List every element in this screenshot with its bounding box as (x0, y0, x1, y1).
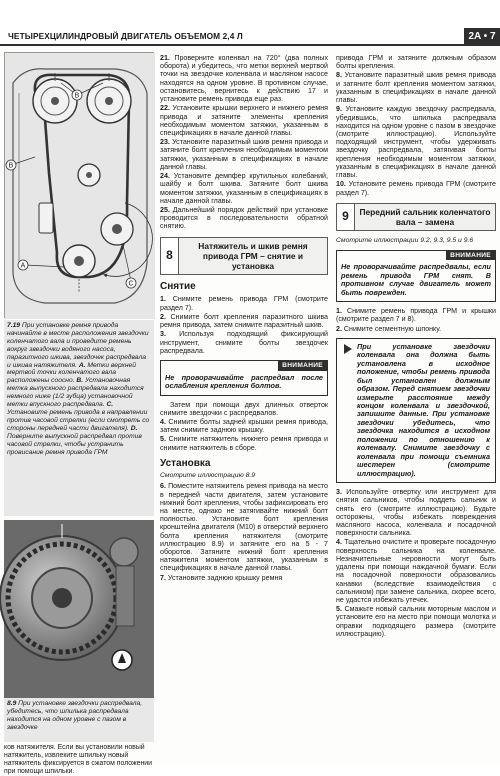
paragraph (160, 172, 328, 205)
step-text: Используя подходящий фиксирующий инструмент, снимите болты звездочек распредвала. (160, 330, 328, 355)
step-text: Установите паразитный шкив ремня привода и затяните болт крепления моментом затяжки, указанным в спецификациях в начале данной главы. (336, 71, 496, 105)
caption-b-label: B. (76, 377, 84, 385)
callout-label: B (74, 92, 80, 100)
sprocket-photo-drawing (4, 520, 154, 698)
warning-label: ВНИМАНИЕ (278, 361, 327, 371)
warning-box (160, 360, 328, 396)
header-title: ЧЕТЫРЕХЦИЛИНДРОВЫЙ ДВИГАТЕЛЬ ОБЪЕМОМ 2,4 Л (8, 31, 243, 41)
caption-c-text: Установите ремень привода в направлении против часовой стрелки (если смотреть со стороны передней части двигателя). (7, 408, 150, 432)
step-number: 3. (336, 488, 342, 497)
step-number: 22. (160, 104, 170, 113)
step-number: 3. (160, 330, 166, 339)
callout-label: A (20, 262, 26, 270)
step-number: 5. (160, 435, 166, 444)
caption-d-label: D. (130, 424, 138, 432)
paragraph (160, 138, 328, 171)
step-text: Дальнейший порядок действий при установке проводится в последовательности обратной снятию. (160, 205, 328, 231)
step-number: 8. (336, 71, 342, 80)
step-text: Используйте отвертку или инструмент для снятия сальников, чтобы поддеть сальник и снять его (смотрите иллюстрацию). Будьте осторожны, чтобы избежать повреждения масляного насоса, коленвала и посадочной поверхности сальника. (336, 488, 496, 538)
section-number: 9 (337, 204, 355, 230)
step-text: Установите каждую звездочку распредвала, убедившись, что шпилька распредвала находится на одном уровне с пазом в звездочке (смотрите иллюстрацию). Используйте подходящий инструмент, чтобы удерживать звездочку распредвала, затягивая болты крепления необходимым моментом затяжки, указанным в спецификациях в начале данной главы. (336, 105, 496, 180)
illustration-ref: Смотрите иллюстрацию 8.9 (160, 472, 256, 480)
step-text: Снимите болт крепления паразитного шкива ремня привода, затем снимите паразитный шкив. (160, 312, 328, 330)
paragraph (160, 54, 328, 103)
step-text: Тщательно очистите и проверьте посадочную поверхность сальника на коленвале. Незначительные неровности могут быть удалены при помощи наждачной бумаги. Если на посадочной поверхности образовались канавки (вследствие взаимодействия с сальником) при замене сальника, скорее всего, не удастся избежать утечек. (336, 538, 496, 604)
step-text: Установите заднюю крышку ремня (167, 573, 283, 582)
caption-a-text: Метки верхней мертвой точки коленчатого вала расположены соосно. (7, 361, 136, 385)
caution-text: При установке звездочки коленвала она должна быть установлена в исходное положение, чтобы ремень привода был установлен должным образом. Перед снятием звездочки измерьте расстояние между концом коленвала и звездочкой, запишите данные. При установке звездочки убедитесь, что звездочка находится в исходном положении по отношению к коленвалу. Снимите звездочку с коленвала при помощи съемника шестерен (смотрите иллюстрацию). (357, 341, 490, 478)
paragraph: привода ГРМ и затяните должным образом болты крепления. (336, 54, 496, 71)
callout-label: C (128, 280, 134, 288)
step-text: Проверните коленвал на 720° (два полных оборота) и убедитесь, что метки верхней мертвой точки на звездочке коленвала и масляном насосе находятся на одном уровне. В противном случае, остановитесь, вернитесь к действию 17 и установите ремень привода еще раз. (160, 54, 328, 104)
paragraph (160, 295, 328, 311)
section-heading-8 (160, 237, 328, 275)
step-number: 21. (160, 54, 170, 62)
step-number: 24. (160, 172, 170, 181)
warning-label: ВНИМАНИЕ (446, 251, 495, 261)
section-title: Натяжитель и шкив ремня привода ГРМ – снятие и установка (198, 240, 308, 271)
step-number: 5. (336, 605, 342, 614)
paragraph (160, 206, 328, 231)
pointer-icon (342, 343, 354, 355)
page-number-tab: 2A • 7 (464, 28, 500, 46)
column-middle (160, 54, 328, 583)
paragraph (336, 307, 496, 323)
section-title: Передний сальник коленчатого вала – замена (359, 206, 491, 227)
paragraph (160, 574, 328, 582)
caption-number: 7.19 (7, 322, 21, 329)
step-number: 6. (160, 482, 166, 491)
step-text: Установите демпфер крутильных колебаний, шайбу и болт шкива. Затяните болт шкива моментом затяжки, указанным в спецификациях в начале данной главы. (160, 172, 328, 205)
step-number: 25. (160, 205, 170, 214)
paragraph (160, 330, 328, 355)
paragraph (160, 418, 328, 434)
page-header (0, 0, 500, 46)
timing-belt-diagram (4, 52, 154, 318)
caption-b-text: Установочная метка выпускного распредвала находится немного ниже (1/2 зубца) установочной метки впускного распредвала. (7, 377, 144, 409)
subheading-install: Установка (160, 457, 211, 469)
caption-text: При установке звездочки распредвала, убедитесь, что шпилька распредвала находится на одном уровне с пазом в звездочке (7, 700, 143, 731)
step-text: Поместите натяжитель ремня привода на место в передней части двигателя, затем установите нижний болт крепления, чтобы зафиксировать его на месте, однако не затягивайте нижний болт полностью. Установите болт крепления кронштейна двигателя (M10) в отверстий верхнего болта крепления натяжителя (смотрите иллюстрацию 8.9) и затяните его на 5 - 7 оборотов. Затяните нижний болт крепления натяжителя моментом затяжки, указанным в спецификациях в начале данной главы. (160, 482, 328, 573)
step-text: Снимите натяжитель нижнего ремня привода и снимите натяжитель в сборе. (160, 435, 328, 452)
warning-box (336, 250, 496, 302)
caution-box (336, 338, 496, 483)
step-text: Установите крышки верхнего и нижнего ремня привода и затяните элементы крепления необходимым моментом затяжки, указанным в спецификациях в начале данной главы. (160, 104, 328, 137)
caption-number: 8.9 (7, 700, 17, 707)
step-number: 23. (160, 138, 170, 147)
step-number: 10. (336, 180, 346, 189)
caption-a-label: A. (78, 361, 86, 369)
sprocket-photo (4, 520, 154, 698)
step-text: Снимите сегментную шпонку. (343, 324, 442, 333)
paragraph (160, 482, 328, 572)
paragraph (336, 538, 496, 604)
step-number: 4. (336, 538, 342, 547)
step-number: 4. (160, 417, 166, 426)
figure-caption-8-9 (4, 698, 154, 742)
header-rule (0, 44, 464, 46)
caption-text: При установке ремня привода начинайте в месте расположения звездочки коленчатого вала и проведите ремень вокруг звездочки водяного насоса, паразитного шкива, звездочек распредвала и шкива натяжителя. (7, 322, 149, 369)
paragraph (336, 71, 496, 104)
step-text: Снимите болты задней крышки ремня привода, затем снимите заднюю крышку. (160, 417, 328, 435)
paragraph (160, 435, 328, 451)
step-number: 9. (336, 105, 342, 114)
callout-label: B (8, 162, 14, 170)
step-number: 7. (160, 573, 166, 582)
step-number: 2. (160, 312, 166, 321)
step-text: Снимите ремень привода ГРМ и крышки (смотрите раздел 7 и 8). (336, 307, 496, 324)
section-heading-9 (336, 203, 496, 231)
subheading-removal: Снятие (160, 280, 196, 292)
step-text: Установите ремень привода ГРМ (смотрите раздел 7). (336, 180, 496, 197)
step-text: Смажьте новый сальник моторным маслом и установите его на место при помощи молотка и оправки подходящего размера (смотрите иллюстрацию). (336, 605, 496, 638)
figure-caption-7-19 (4, 320, 154, 516)
timing-belt-drawing (5, 53, 155, 319)
warning-text: Не проворачивайте распредвалы, если ремень привода ГРМ снят. В противном случае двигатель может быть поврежден. (341, 262, 491, 297)
paragraph: Затем при помощи двух длинных отверток снимите звездочки с распредвалов. (160, 400, 328, 417)
step-text: Установите паразитный шкив ремня привода и затяните болт крепления необходимым моментом затяжки, указанным в спецификациях в начале данной главы. (160, 138, 328, 171)
paragraph (336, 325, 496, 333)
warning-text: Не проворачивайте распредвал после ослабления крепления болтов. (165, 372, 323, 391)
paragraph (160, 313, 328, 329)
step-text: Снимите ремень привода ГРМ (смотрите раздел 7). (160, 295, 328, 312)
paragraph (160, 104, 328, 137)
column-right (336, 54, 496, 639)
bottom-left-text: ков натяжителя. Если вы установили новый натяжитель, извлеките шпильку новый натяжитель фиксируется в сжатом положении при помощи шпильки. (4, 744, 152, 775)
step-number: 2. (336, 324, 342, 333)
step-number: 1. (336, 307, 342, 316)
section-number: 8 (161, 238, 179, 274)
paragraph (336, 105, 496, 179)
paragraph (336, 605, 496, 638)
caption-d-text: Поверните выпускной распредвал против часовой стрелки, чтобы устранить провисание ремня привода ГРМ (7, 432, 142, 456)
step-number: 1. (160, 295, 166, 304)
caption-c-label: C. (106, 401, 114, 409)
illustration-ref: Смотрите иллюстрации 9.2, 9.3, 9.5 и 9.6 (336, 236, 474, 244)
paragraph (336, 488, 496, 537)
paragraph (336, 180, 496, 196)
